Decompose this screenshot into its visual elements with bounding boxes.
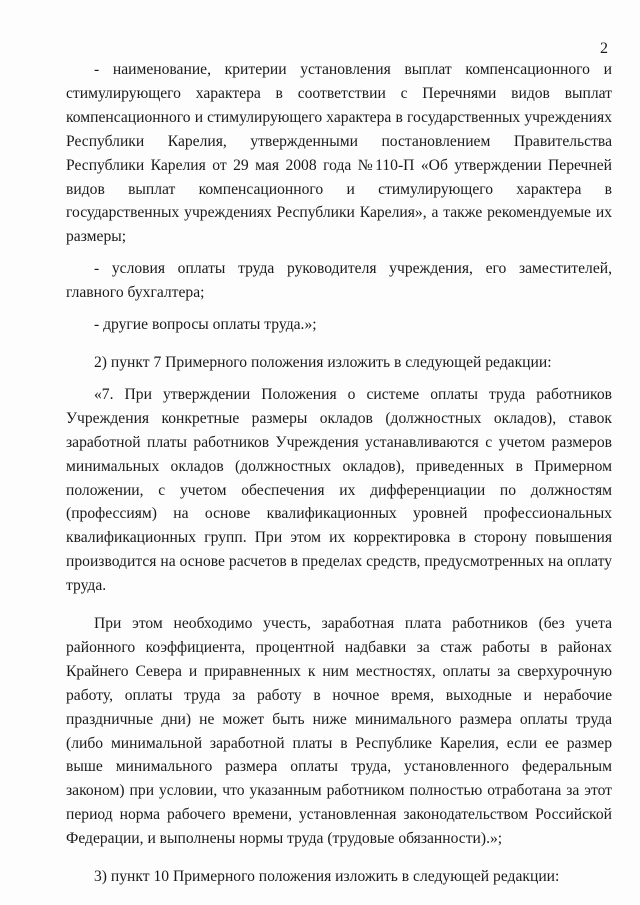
- paragraph-list-item-manager-pay: - условия оплаты труда руководителя учреждения, его заместителей, главного бухгалтера;: [66, 260, 612, 302]
- document-body: [66, 58, 612, 889]
- paragraph-list-item-other-questions: - другие вопросы оплаты труда.»;: [94, 316, 317, 334]
- paragraph-item-3-heading: 3) пункт 10 Примерного положения изложить в следующей редакции:: [94, 868, 560, 886]
- paragraph-point-7-text: «7. При утверждении Положения о системе оплаты труда работников Учреждения конкретные размеры окладов (должностных окладов), ставок заработной платы работников Учреждения устанавливаются с учетом размеров минимальных окладов (должностных окладов), приведенных в Примерном положении, с учетом обеспечения их дифференциации по должностям (профессиям) на основе квалификационных уровней профессиональных квалификационных групп. При этом их корректировка в сторону повышения производится на основе расчетов в пределах средств, предусмотренных на оплату труда.: [66, 385, 612, 595]
- page-number: 2: [600, 40, 608, 57]
- paragraph-minimum-wage: При этом необходимо учесть, заработная плата работников (без учета районного коэффициента, процентной надбавки за стаж работы в районах Крайнего Севера и приравненных к ним местностях, оплаты за сверхурочную работу, оплаты труда за работу в ночное время, выходные и нерабочие праздничные дни) не может быть ниже минимального размера оплаты труда (либо минимальной заработной платы в Республике Карелия, если ее размер выше минимального размера оплаты труда, установленного федеральным законом) при условии, что указанным работником полностью отработана за этот период норма рабочего времени, установленная законодательством Российской Федерации, и выполнены нормы труда (трудовые обязанности).»;: [66, 615, 612, 848]
- paragraph-list-item-naming-criteria: - наименование, критерии установления выплат компенсационного и стимулирующего характера в соответствии с Перечнями видов выплат компенсационного и стимулирующего характера в государственных учреждениях Республики Карелия, утвержденными постановлением Правительства Республики Карелия от 29 мая 2008 года №110-П «Об утверждении Перечней видов выплат компенсационного и стимулирующего характера в государственных учреждениях Республики Карелия», а также рекомендуемые их размеры;: [66, 61, 612, 246]
- paragraph-item-2-heading: 2) пункт 7 Примерного положения изложить в следующей редакции:: [94, 353, 552, 371]
